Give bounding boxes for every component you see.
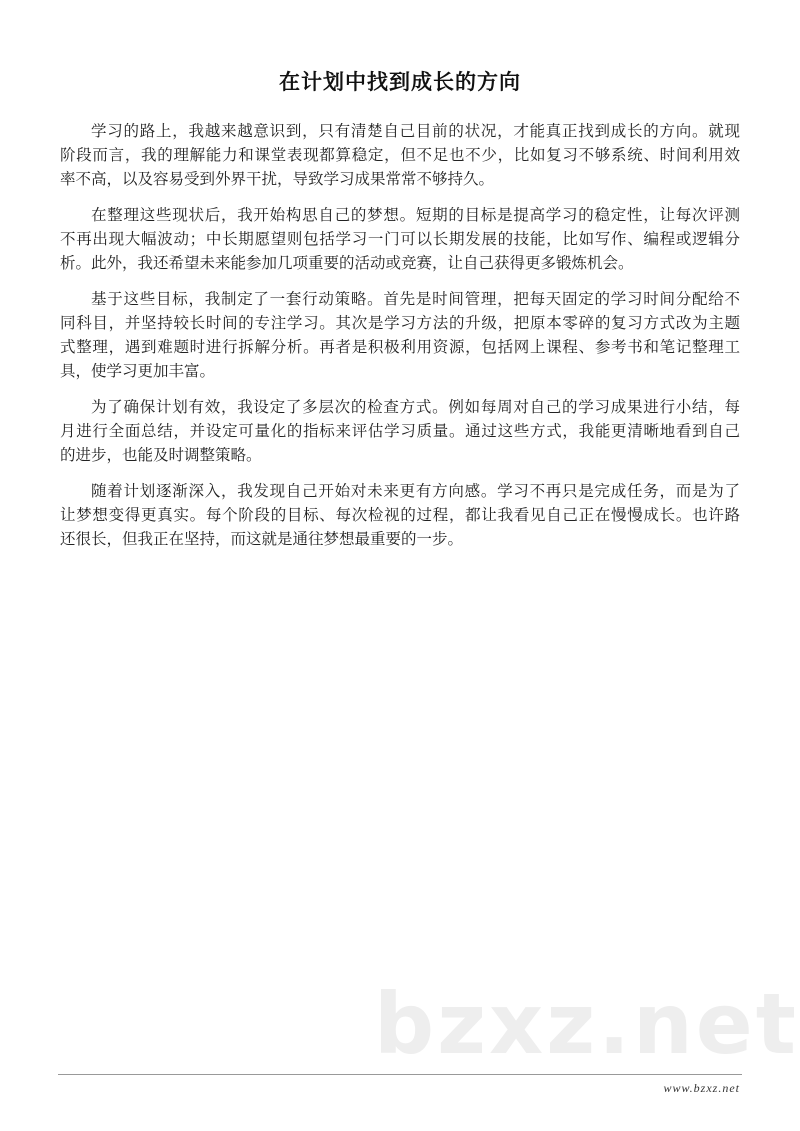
paragraph-line: 不再出现大幅波动；中长期愿望则包括学习一门可以长期发展的技能，比如写作、编程或逻辑分 [60,230,740,248]
paragraph-line: 在整理这些现状后，我开始构思自己的梦想。短期的目标是提高学习的稳定性，让每次评测 [91,206,740,224]
paragraph-line: 率不高，以及容易受到外界干扰，导致学习成果常常不够持久。 [60,170,495,188]
paragraph [60,287,740,383]
paragraph [60,119,740,191]
paragraph-line: 式整理，遇到难题时进行拆解分析。再者是积极利用资源，包括网上课程、参考书和笔记整理工 [60,338,740,356]
paragraph-line: 为了确保计划有效，我设定了多层次的检查方式。例如每周对自己的学习成果进行小结，每 [91,398,740,416]
paragraph-line: 基于这些目标，我制定了一套行动策略。首先是时间管理，把每天固定的学习时间分配给不 [91,290,740,308]
paragraph-line: 学习的路上，我越来越意识到，只有清楚自己目前的状况，才能真正找到成长的方向。就现 [91,122,740,140]
watermark: bzxz.net [374,975,799,1073]
paragraph-line: 随着计划逐渐深入，我发现自己开始对未来更有方向感。学习不再只是完成任务，而是为了 [91,482,740,500]
paragraph-line: 同科目，并坚持较长时间的专注学习。其次是学习方法的升级，把原本零碎的复习方式改为主题 [60,314,740,332]
paragraph-line: 让梦想变得更真实。每个阶段的目标、每次检视的过程，都让我看见自己正在慢慢成长。也许路 [60,506,740,524]
paragraph [60,203,740,275]
paragraph [60,395,740,467]
document-body [60,119,740,563]
paragraph-line: 月进行全面总结，并设定可量化的指标来评估学习质量。通过这些方式，我能更清晰地看到自己 [60,422,740,440]
paragraph [60,479,740,551]
paragraph-line: 还很长，但我正在坚持，而这就是通往梦想最重要的一步。 [60,530,464,548]
paragraph-line: 具，使学习更加丰富。 [60,362,216,380]
paragraph-line: 的进步，也能及时调整策略。 [60,446,262,464]
paragraph-line: 析。此外，我还希望未来能参加几项重要的活动或竞赛，让自己获得更多锻炼机会。 [60,254,634,272]
paragraph-line: 阶段而言，我的理解能力和课堂表现都算稳定，但不足也不少，比如复习不够系统、时间利用效 [60,146,740,164]
document-title: 在计划中找到成长的方向 [279,70,521,94]
footer-url: www.bzxz.net [663,1081,740,1095]
footer-divider [58,1074,742,1075]
